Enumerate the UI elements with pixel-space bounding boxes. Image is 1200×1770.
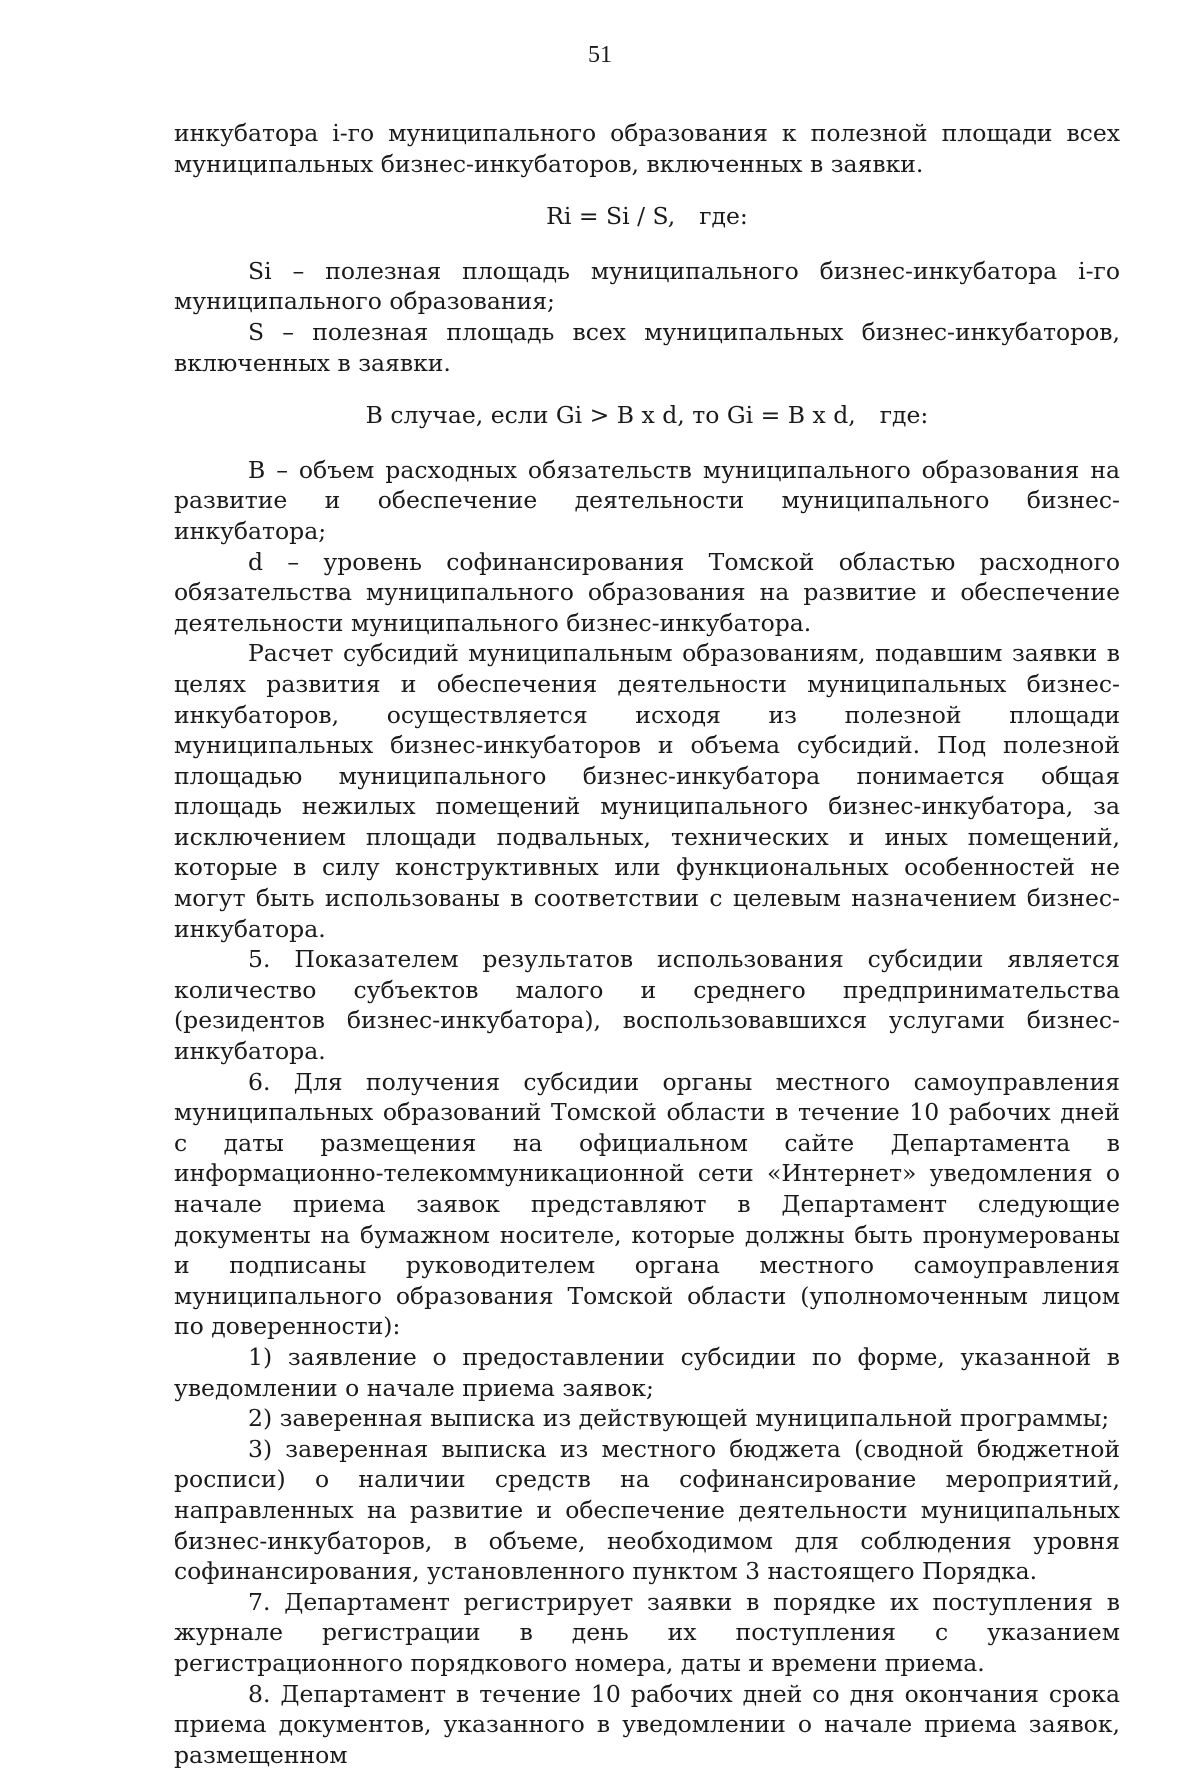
definition-b: B – объем расходных обязательств муниципального образования на развитие и обеспечение деятельности муниципального бизнес-инкубатора; — [174, 455, 1120, 547]
formula-ri-where: где: — [699, 202, 748, 230]
document-body — [174, 118, 1120, 1770]
paragraph-subsidy-calculation: Расчет субсидий муниципальным образованиям, подавшим заявки в целях развития и обеспечения деятельности муниципальных бизнес-инкубаторов, осуществляется исходя из полезной площади муниципальных бизнес-инкубаторов и объема субсидий. Под полезной площадью муниципального бизнес-инкубатора понимается общая площадь нежилых помещений муниципального бизнес-инкубатора, за исключением площади подвальных, технических и иных помещений, которые в силу конструктивных или функциональных особенностей не могут быть использованы в соответствии с целевым назначением бизнес-инкубатора. — [174, 638, 1120, 944]
paragraph-item-7: 7. Департамент регистрирует заявки в порядке их поступления в журнале регистрации в день их поступления с указанием регистрационного порядкового номера, даты и времени приема. — [174, 1587, 1120, 1679]
list-item-2: 2) заверенная выписка из действующей муниципальной программы; — [174, 1403, 1120, 1434]
definition-s: S – полезная площадь всех муниципальных бизнес-инкубаторов, включенных в заявки. — [174, 317, 1120, 378]
formula-gi — [174, 400, 1120, 431]
paragraph-item-8: 8. Департамент в течение 10 рабочих дней со дня окончания срока приема документов, указанного в уведомлении о начале приема заявок, размещенном — [174, 1679, 1120, 1770]
list-item-3: 3) заверенная выписка из местного бюджета (сводной бюджетной росписи) о наличии средств на софинансирование мероприятий, направленных на развитие и обеспечение деятельности муниципальных бизнес-инкубаторов, в объеме, необходимом для соблюдения уровня софинансирования, установленного пунктом 3 настоящего Порядка. — [174, 1434, 1120, 1587]
formula-gi-where: где: — [880, 401, 929, 429]
definition-d: d – уровень софинансирования Томской областью расходного обязательства муниципального образования на развитие и обеспечение деятельности муниципального бизнес-инкубатора. — [174, 547, 1120, 639]
formula-ri-expression: Ri = Si / S, — [546, 202, 675, 230]
page-number: 51 — [0, 40, 1200, 70]
formula-ri — [174, 201, 1120, 232]
paragraph-item-5: 5. Показателем результатов использования субсидии является количество субъектов малого и среднего предпринимательства (резидентов бизнес-инкубатора), воспользовавшихся услугами бизнес-инкубатора. — [174, 944, 1120, 1066]
definition-si: Si – полезная площадь муниципального бизнес-инкубатора i-го муниципального образования; — [174, 256, 1120, 317]
paragraph-item-6: 6. Для получения субсидии органы местного самоуправления муниципальных образований Томской области в течение 10 рабочих дней с даты размещения на официальном сайте Департамента в информационно-телекоммуникационной сети «Интернет» уведомления о начале приема заявок представляют в Департамент следующие документы на бумажном носителе, которые должны быть пронумерованы и подписаны руководителем органа местного самоуправления муниципального образования Томской области (уполномоченным лицом по доверенности): — [174, 1067, 1120, 1342]
paragraph-continuation: инкубатора i-го муниципального образования к полезной площади всех муниципальных бизнес-инкубаторов, включенных в заявки. — [174, 118, 1120, 179]
list-item-1: 1) заявление о предоставлении субсидии по форме, указанной в уведомлении о начале приема заявок; — [174, 1342, 1120, 1403]
formula-gi-expression: В случае, если Gi > B x d, то Gi = B x d, — [366, 401, 856, 429]
